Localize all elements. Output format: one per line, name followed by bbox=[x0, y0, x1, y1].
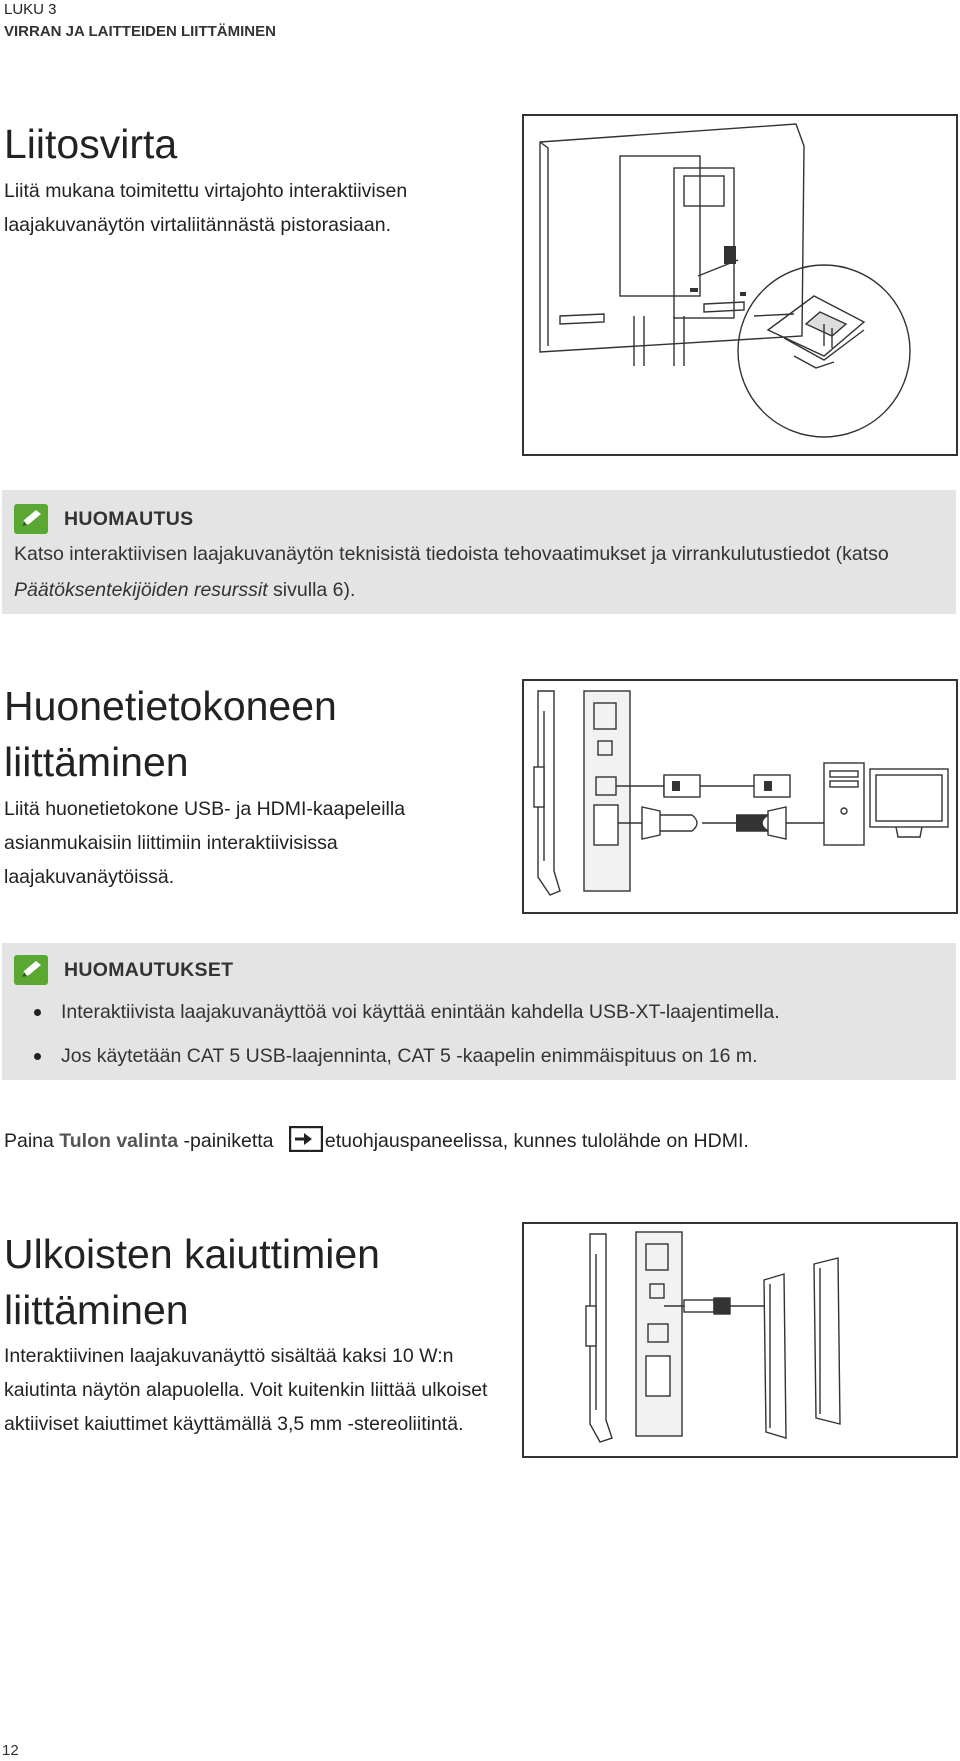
note-box-power bbox=[2, 490, 956, 614]
figure-speaker-connection bbox=[522, 1222, 958, 1458]
instruction-suffix: etuohjauspaneelissa, kunnes tulolähde on HDMI. bbox=[324, 1130, 749, 1153]
pencil-note-icon bbox=[14, 955, 48, 985]
page-number: 12 bbox=[2, 1742, 19, 1759]
note-list-item-text: Interaktiivista laajakuvanäyttöä voi käyttää enintään kahdella USB-XT-laajentimella. bbox=[61, 1001, 780, 1023]
section-body-computer: Liitä huonetietokone USB- ja HDMI-kaapeleilla asianmukaisiin liittimiin interaktiivisissa laajakuvanäytöissä. bbox=[4, 798, 406, 888]
note-header bbox=[14, 955, 233, 985]
section-heading-power: Liitosvirta bbox=[4, 121, 178, 167]
note-header bbox=[14, 504, 193, 534]
note-text-after: sivulla 6). bbox=[267, 579, 356, 601]
speaker-stereo-illustration bbox=[524, 1224, 956, 1456]
section-heading-computer-line1: Huonetietokoneen bbox=[4, 683, 337, 729]
figure-power-connection bbox=[522, 114, 958, 456]
note-list-item bbox=[34, 1045, 758, 1068]
section-body-speakers: Interaktiivinen laajakuvanäyttö sisältää kaksi 10 W:n kaiutinta näytön alapuolella. Voit kuitenkin liittää ulkoiset aktiiviset kaiuttimet käyttämällä 3,5 mm -stereoliitintä. bbox=[4, 1345, 488, 1435]
pencil-note-icon bbox=[14, 504, 48, 534]
note-title: HUOMAUTUS bbox=[64, 507, 194, 530]
note-box-computer bbox=[2, 943, 956, 1080]
bullet-dot-icon bbox=[34, 1053, 41, 1060]
instruction-middle: -painiketta bbox=[178, 1130, 279, 1153]
note-title: HUOMAUTUKSET bbox=[64, 958, 234, 981]
figure-computer-connection bbox=[522, 679, 958, 914]
section-heading-speakers-line1: Ulkoisten kaiuttimien bbox=[4, 1231, 380, 1277]
display-rear-power-illustration bbox=[524, 116, 956, 454]
input-select-button-name: Tulon valinta bbox=[59, 1130, 179, 1153]
section-heading-speakers-line2: liittäminen bbox=[4, 1287, 189, 1333]
note-text bbox=[14, 536, 946, 608]
note-list-item-text: Jos käytetään CAT 5 USB-laajenninta, CAT 5 -kaapelin enimmäispituus on 16 m. bbox=[61, 1045, 758, 1067]
input-instruction bbox=[4, 1126, 749, 1158]
instruction-prefix: Paina bbox=[4, 1130, 60, 1153]
section-heading-computer-line2: liittäminen bbox=[4, 739, 189, 785]
note-text-before: Katso interaktiivisen laajakuvanäytön teknisistä tiedoista tehovaatimukset ja virrankulutustiedot (katso bbox=[14, 543, 889, 565]
note-list-item bbox=[34, 1001, 780, 1024]
note-text-reference: Päätöksentekijöiden resurssit bbox=[14, 579, 268, 601]
computer-usb-hdmi-illustration bbox=[524, 681, 956, 912]
chapter-label: LUKU 3 bbox=[4, 1, 57, 18]
bullet-dot-icon bbox=[34, 1009, 41, 1016]
section-body-power: Liitä mukana toimitettu virtajohto interaktiivisen laajakuvanäytön virtaliitännästä pistorasiaan. bbox=[4, 180, 408, 236]
input-select-icon bbox=[289, 1126, 323, 1152]
chapter-title: VIRRAN JA LAITTEIDEN LIITTÄMINEN bbox=[4, 23, 276, 40]
